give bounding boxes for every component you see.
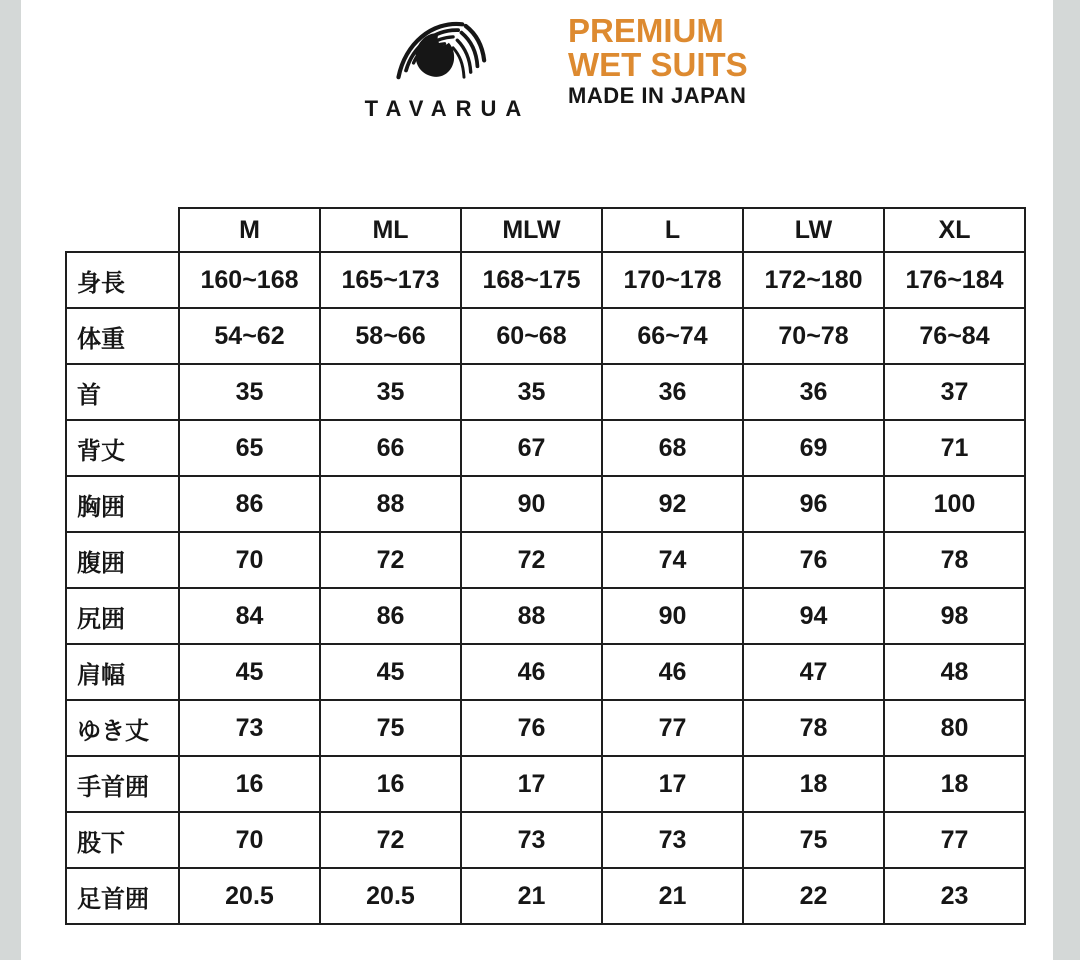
size-value-cell: 69 <box>743 420 884 476</box>
size-column-header: ML <box>320 208 461 252</box>
table-row <box>66 420 1025 476</box>
corner-cell <box>66 208 179 252</box>
size-value-cell: 66~74 <box>602 308 743 364</box>
size-value-cell: 48 <box>884 644 1025 700</box>
size-value-cell: 37 <box>884 364 1025 420</box>
size-value-cell: 90 <box>461 476 602 532</box>
size-value-cell: 58~66 <box>320 308 461 364</box>
table-row <box>66 252 1025 308</box>
size-value-cell: 22 <box>743 868 884 924</box>
header-row <box>66 208 1025 252</box>
size-value-cell: 168~175 <box>461 252 602 308</box>
size-value-cell: 20.5 <box>179 868 320 924</box>
size-value-cell: 18 <box>884 756 1025 812</box>
size-value-cell: 47 <box>743 644 884 700</box>
row-label: 身長 <box>66 252 179 308</box>
brand-name: TAVARUA <box>364 96 531 121</box>
brand-logo <box>364 10 531 122</box>
size-value-cell: 77 <box>602 700 743 756</box>
left-gray-strip <box>0 0 21 960</box>
size-value-cell: 35 <box>461 364 602 420</box>
size-value-cell: 176~184 <box>884 252 1025 308</box>
size-value-cell: 68 <box>602 420 743 476</box>
size-value-cell: 70~78 <box>743 308 884 364</box>
size-value-cell: 88 <box>461 588 602 644</box>
size-value-cell: 67 <box>461 420 602 476</box>
table-row <box>66 364 1025 420</box>
size-value-cell: 75 <box>320 700 461 756</box>
size-value-cell: 65 <box>179 420 320 476</box>
size-table-header <box>66 208 1025 252</box>
size-value-cell: 17 <box>461 756 602 812</box>
brand-tagline <box>568 14 788 107</box>
table-row <box>66 308 1025 364</box>
row-label: 尻囲 <box>66 588 179 644</box>
size-value-cell: 73 <box>461 812 602 868</box>
size-chart-table <box>65 207 1026 925</box>
size-column-header: XL <box>884 208 1025 252</box>
size-value-cell: 76 <box>743 532 884 588</box>
row-label: 体重 <box>66 308 179 364</box>
size-value-cell: 16 <box>320 756 461 812</box>
row-label: 背丈 <box>66 420 179 476</box>
size-column-header: M <box>179 208 320 252</box>
row-label: 足首囲 <box>66 868 179 924</box>
size-value-cell: 86 <box>320 588 461 644</box>
table-row <box>66 588 1025 644</box>
size-value-cell: 60~68 <box>461 308 602 364</box>
size-value-cell: 90 <box>602 588 743 644</box>
size-value-cell: 70 <box>179 812 320 868</box>
size-value-cell: 18 <box>743 756 884 812</box>
size-value-cell: 17 <box>602 756 743 812</box>
size-value-cell: 165~173 <box>320 252 461 308</box>
tagline-premium: PREMIUM <box>568 12 724 49</box>
size-value-cell: 84 <box>179 588 320 644</box>
size-value-cell: 160~168 <box>179 252 320 308</box>
size-value-cell: 76~84 <box>884 308 1025 364</box>
size-column-header: LW <box>743 208 884 252</box>
size-value-cell: 45 <box>179 644 320 700</box>
table-row <box>66 756 1025 812</box>
size-value-cell: 74 <box>602 532 743 588</box>
size-value-cell: 88 <box>320 476 461 532</box>
size-value-cell: 70 <box>179 532 320 588</box>
size-value-cell: 98 <box>884 588 1025 644</box>
size-value-cell: 16 <box>179 756 320 812</box>
size-value-cell: 21 <box>461 868 602 924</box>
size-value-cell: 92 <box>602 476 743 532</box>
table-row <box>66 868 1025 924</box>
row-label: ゆき丈 <box>66 700 179 756</box>
wave-icon <box>387 10 499 94</box>
size-value-cell: 172~180 <box>743 252 884 308</box>
size-value-cell: 66 <box>320 420 461 476</box>
row-label: 手首囲 <box>66 756 179 812</box>
size-value-cell: 78 <box>743 700 884 756</box>
size-value-cell: 54~62 <box>179 308 320 364</box>
right-gray-strip <box>1053 0 1080 960</box>
size-value-cell: 21 <box>602 868 743 924</box>
size-value-cell: 35 <box>179 364 320 420</box>
size-value-cell: 100 <box>884 476 1025 532</box>
table-row <box>66 700 1025 756</box>
size-value-cell: 36 <box>602 364 743 420</box>
row-label: 腹囲 <box>66 532 179 588</box>
size-value-cell: 45 <box>320 644 461 700</box>
size-value-cell: 72 <box>320 532 461 588</box>
size-table-body <box>66 252 1025 924</box>
size-value-cell: 96 <box>743 476 884 532</box>
size-value-cell: 23 <box>884 868 1025 924</box>
size-column-header: MLW <box>461 208 602 252</box>
size-value-cell: 75 <box>743 812 884 868</box>
size-value-cell: 36 <box>743 364 884 420</box>
size-value-cell: 20.5 <box>320 868 461 924</box>
tagline-wet-suits: WET SUITS <box>568 46 748 83</box>
size-value-cell: 71 <box>884 420 1025 476</box>
size-column-header: L <box>602 208 743 252</box>
size-value-cell: 77 <box>884 812 1025 868</box>
row-label: 股下 <box>66 812 179 868</box>
size-value-cell: 78 <box>884 532 1025 588</box>
size-value-cell: 46 <box>602 644 743 700</box>
row-label: 胸囲 <box>66 476 179 532</box>
table-row <box>66 532 1025 588</box>
size-value-cell: 72 <box>320 812 461 868</box>
size-value-cell: 94 <box>743 588 884 644</box>
size-value-cell: 72 <box>461 532 602 588</box>
size-value-cell: 46 <box>461 644 602 700</box>
size-value-cell: 35 <box>320 364 461 420</box>
size-value-cell: 73 <box>602 812 743 868</box>
table-row <box>66 812 1025 868</box>
row-label: 肩幅 <box>66 644 179 700</box>
size-value-cell: 80 <box>884 700 1025 756</box>
size-value-cell: 76 <box>461 700 602 756</box>
size-value-cell: 170~178 <box>602 252 743 308</box>
row-label: 首 <box>66 364 179 420</box>
size-value-cell: 86 <box>179 476 320 532</box>
size-value-cell: 73 <box>179 700 320 756</box>
table-row <box>66 644 1025 700</box>
table-row <box>66 476 1025 532</box>
tagline-made-in-japan: MADE IN JAPAN <box>568 83 747 108</box>
